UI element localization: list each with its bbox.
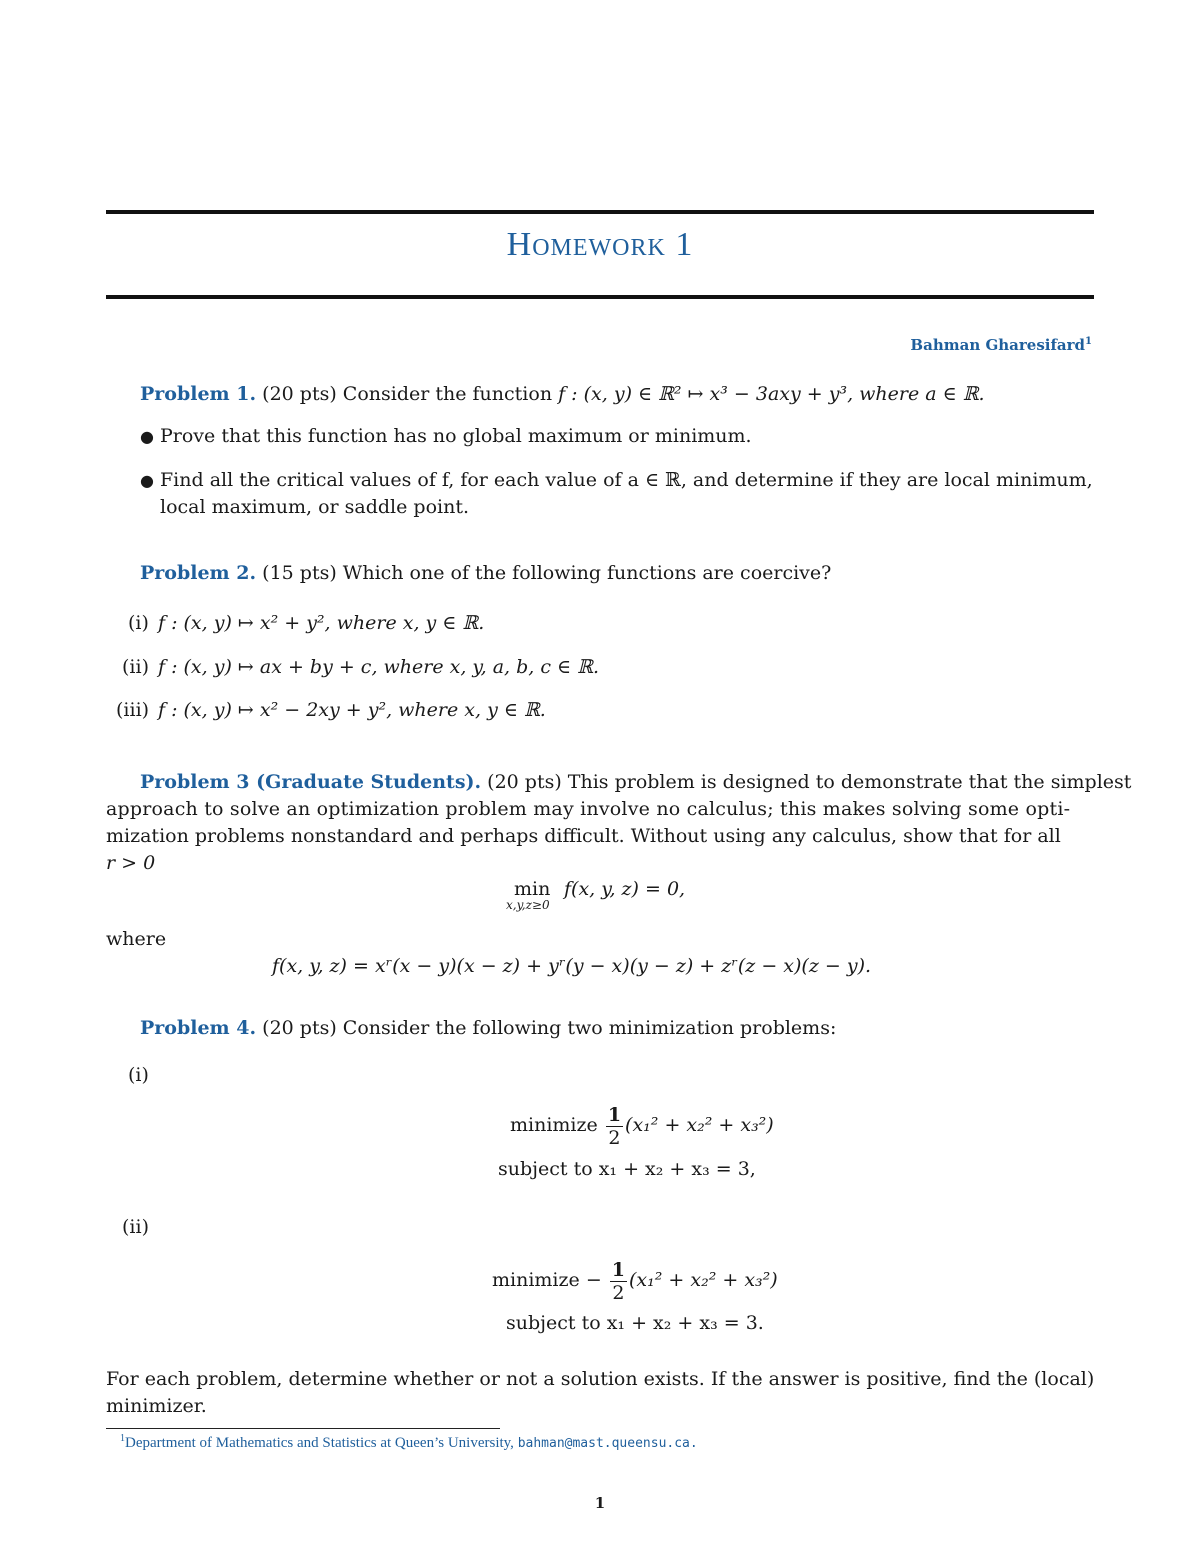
problem-4-part-1-constraint: subject to x₁ + x₂ + x₃ = 3, [498, 1158, 756, 1180]
fraction-denominator: 2 [608, 1126, 621, 1149]
min-expression [564, 876, 685, 903]
objective-expression: (x₁² + x₂² + x₃²) [629, 1269, 778, 1291]
problem-2-text: (15 pts) Which one of the following functions are coercive? [262, 562, 832, 584]
problem-2-item-1-expr: f : (x, y) ↦ x² + y², where x, y ∈ ℝ. [158, 612, 485, 634]
footnote [120, 1433, 698, 1452]
problem-3-function-def-text: f(x, y, z) = xʳ(x − y)(x − z) + yʳ(y − x)(y − z) + zʳ(z − x)(z − y). [272, 955, 872, 977]
footnote-mark: 1 [120, 1433, 125, 1444]
problem-1-function: f : (x, y) ∈ ℝ² ↦ x³ − 3axy + y³, where a ∈ ℝ. [558, 383, 985, 405]
problem-4-closing-1: For each problem, determine whether or not a solution exists. If the answer is positive, find the (local) [106, 1368, 1095, 1390]
author-footnote-mark: 1 [1085, 336, 1092, 347]
problem-2-item-2 [158, 654, 599, 681]
page-title: Homework 1 [506, 226, 694, 263]
footnote-email[interactable]: bahman@mast.queensu.ca. [517, 1436, 698, 1451]
page-number: 1 [594, 1494, 606, 1512]
fraction-denominator: 2 [612, 1281, 625, 1304]
problem-1-bullet-2: Find all the critical values of f, for each value of a ∈ ℝ, and determine if they are local minimum, [160, 469, 1093, 491]
problem-2-item-1-num: (i) [128, 612, 149, 634]
footnote-text: Department of Mathematics and Statistics at Queen’s University, [125, 1435, 514, 1451]
problem-3-label: Problem 3 (Graduate Students). [140, 771, 482, 793]
problem-2-item-1 [158, 610, 484, 637]
problem-1-text: (20 pts) Consider the function [262, 383, 553, 405]
author [910, 336, 1092, 354]
problem-4-statement [140, 1015, 836, 1042]
problem-2-item-2-num: (ii) [122, 656, 149, 678]
minimize-label: minimize [510, 1114, 598, 1136]
problem-3-line-1 [140, 769, 1131, 796]
min-expression-text: f(x, y, z) = 0, [564, 878, 686, 900]
problem-1-bullet-1: Prove that this function has no global maximum or minimum. [160, 425, 752, 447]
problem-4-closing-2: minimizer. [106, 1395, 207, 1417]
problem-3-function-def [272, 953, 871, 980]
author-name: Bahman Gharesifard [910, 336, 1086, 354]
problem-3-line-4 [106, 850, 155, 877]
problem-2-item-3-num: (iii) [116, 699, 150, 721]
problem-3-line-2: approach to solve an optimization problem may involve no calculus; this makes solving some opti- [106, 798, 1071, 820]
minimize-label: minimize [492, 1269, 580, 1291]
problem-4-part-2-objective [492, 1258, 778, 1304]
problem-2-statement [140, 560, 831, 587]
half-fraction [610, 1259, 627, 1304]
problem-3-text-1: (20 pts) This problem is designed to demonstrate that the simplest [487, 771, 1132, 793]
bottom-rule [106, 295, 1094, 299]
problem-2-item-3-expr: f : (x, y) ↦ x² − 2xy + y², where x, y ∈ ℝ. [158, 699, 546, 721]
min-subscript-text: x,y,z≥0 [506, 898, 550, 912]
problem-1-statement [140, 381, 985, 408]
problem-3-where: where [106, 928, 167, 950]
problem-4-part-2-constraint: subject to x₁ + x₂ + x₃ = 3. [506, 1312, 764, 1334]
half-fraction [606, 1104, 623, 1149]
fraction-numerator: 1 [607, 1103, 622, 1126]
problem-1-bullet-2-cont: local maximum, or saddle point. [160, 496, 470, 518]
min-subscript [506, 898, 550, 912]
footnote-rule [106, 1428, 500, 1429]
problem-4-part-2-num: (ii) [122, 1216, 149, 1238]
problem-1-label: Problem 1. [140, 383, 257, 405]
bullet-dot-icon: ● [140, 427, 154, 446]
problem-2-label: Problem 2. [140, 562, 257, 584]
fraction-numerator: 1 [611, 1258, 626, 1281]
problem-2-item-3 [158, 697, 546, 724]
bullet-dot-icon: ● [140, 471, 154, 490]
min-operator: min [514, 878, 551, 900]
objective-sign: − [585, 1269, 602, 1291]
problem-4-part-1-num: (i) [128, 1064, 149, 1086]
problem-4-part-1-objective [510, 1103, 774, 1149]
problem-2-item-2-expr: f : (x, y) ↦ ax + by + c, where x, y, a, b, c ∈ ℝ. [158, 656, 599, 678]
problem-3-line-3: mization problems nonstandard and perhaps difficult. Without using any calculus, show that for all [106, 825, 1061, 847]
problem-4-text: (20 pts) Consider the following two minimization problems: [262, 1017, 837, 1039]
top-rule [106, 210, 1094, 214]
problem-4-label: Problem 4. [140, 1017, 257, 1039]
problem-3-condition: r > 0 [106, 852, 156, 874]
objective-expression: (x₁² + x₂² + x₃²) [625, 1114, 774, 1136]
